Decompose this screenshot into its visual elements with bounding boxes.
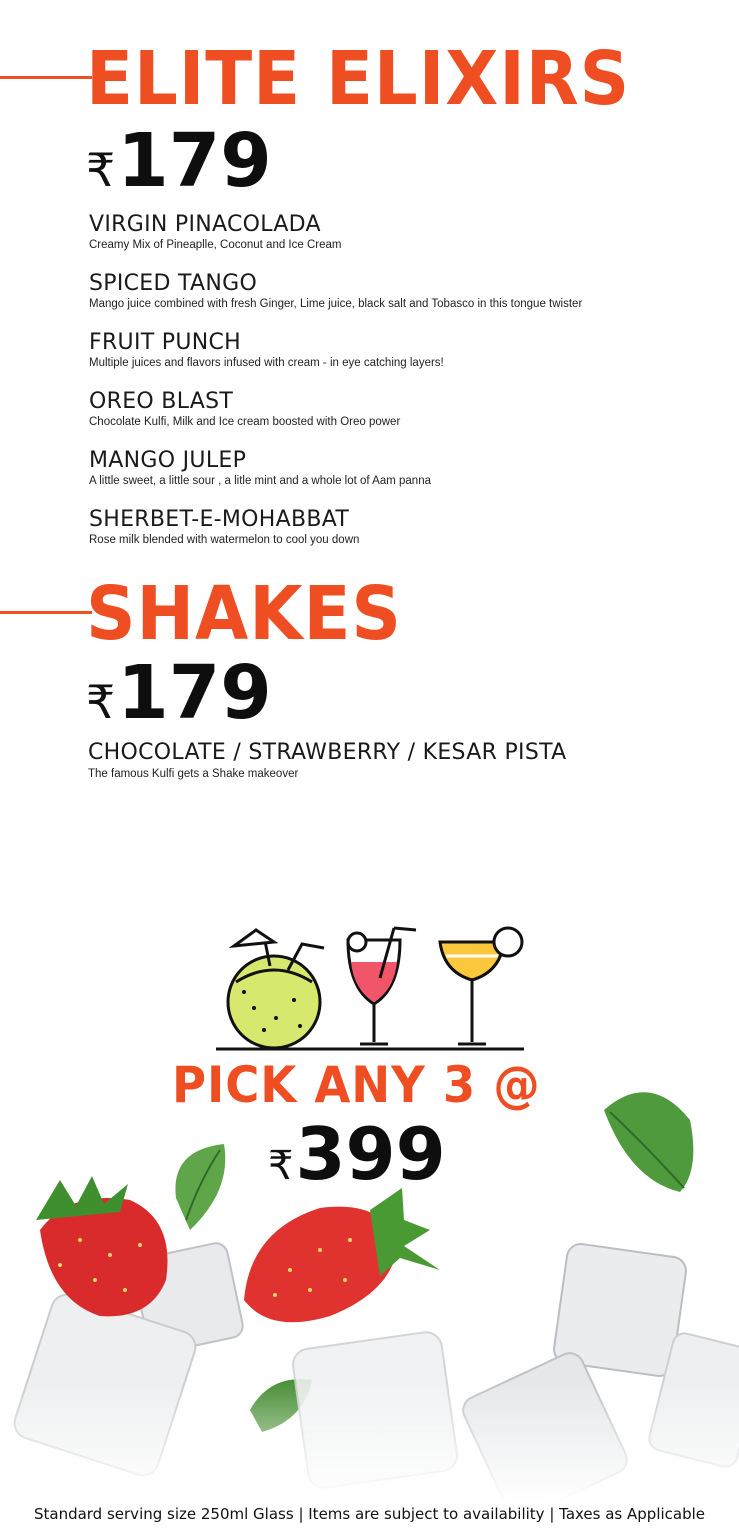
- strawberry-icon: [244, 1188, 440, 1322]
- menu-item: [89, 508, 709, 547]
- margarita-glass-icon: [440, 928, 522, 1044]
- coconut-drink-icon: [228, 930, 324, 1048]
- menu-item-name: SPICED TANGO: [89, 271, 258, 296]
- menu-item: [89, 272, 709, 311]
- menu-item-description: Rose milk blended with watermelon to cool you down: [89, 534, 360, 546]
- shakes-price-value: 179: [117, 650, 272, 736]
- shakes-title-rule: [0, 611, 92, 614]
- menu-item: [89, 390, 709, 429]
- mint-leaf-icon: [175, 1144, 225, 1230]
- menu-item-name: VIRGIN PINACOLADA: [89, 212, 321, 237]
- elite-price: [86, 118, 272, 204]
- menu-item-name: SHERBET-E-MOHABBAT: [89, 507, 350, 532]
- elite-elixirs-title: ELITE ELIXIRS: [86, 36, 631, 122]
- menu-item-description: Mango juice combined with fresh Ginger, Lime juice, black salt and Tobasco in this tongue twister: [89, 298, 583, 310]
- menu-item-name: OREO BLAST: [89, 389, 234, 414]
- menu-item-description: Chocolate Kulfi, Milk and Ice cream boosted with Oreo power: [89, 416, 401, 428]
- shakes-item-name: CHOCOLATE / STRAWBERRY / KESAR PISTA: [88, 740, 567, 765]
- menu-item-name: FRUIT PUNCH: [89, 330, 241, 355]
- menu-item: [89, 213, 709, 252]
- combo-price-value: 399: [295, 1112, 446, 1196]
- rupee-symbol: ₹: [86, 143, 116, 197]
- drinks-icon: [214, 918, 526, 1054]
- elite-title-rule: [0, 76, 92, 79]
- shakes-item-description: The famous Kulfi gets a Shake makeover: [88, 768, 299, 780]
- combo-offer-title: PICK ANY 3 @: [172, 1056, 541, 1114]
- mint-leaf-icon: [604, 1092, 693, 1192]
- elite-price-value: 179: [117, 118, 272, 204]
- menu-item-name: MANGO JULEP: [89, 448, 247, 473]
- elite-menu-list: [89, 213, 709, 567]
- rupee-symbol: ₹: [86, 675, 116, 729]
- menu-item: [89, 449, 709, 488]
- menu-item-description: Creamy Mix of Pineaplle, Coconut and Ice Cream: [89, 239, 342, 251]
- rupee-symbol: ₹: [268, 1143, 294, 1189]
- strawberry-icon: [36, 1176, 168, 1316]
- fruit-ice-illustration: [0, 1080, 739, 1505]
- shakes-price: [86, 650, 272, 736]
- menu-item-description: A little sweet, a little sour , a litle mint and a whole lot of Aam panna: [89, 475, 431, 487]
- footer-disclaimer: Standard serving size 250ml Glass | Items are subject to availability | Taxes as Applicable: [33, 1505, 706, 1523]
- menu-item-description: Multiple juices and flavors infused with cream - in eye catching layers!: [89, 357, 444, 369]
- shakes-title: SHAKES: [86, 571, 402, 657]
- menu-item: [89, 331, 709, 370]
- cocktail-glass-icon: [348, 928, 416, 1044]
